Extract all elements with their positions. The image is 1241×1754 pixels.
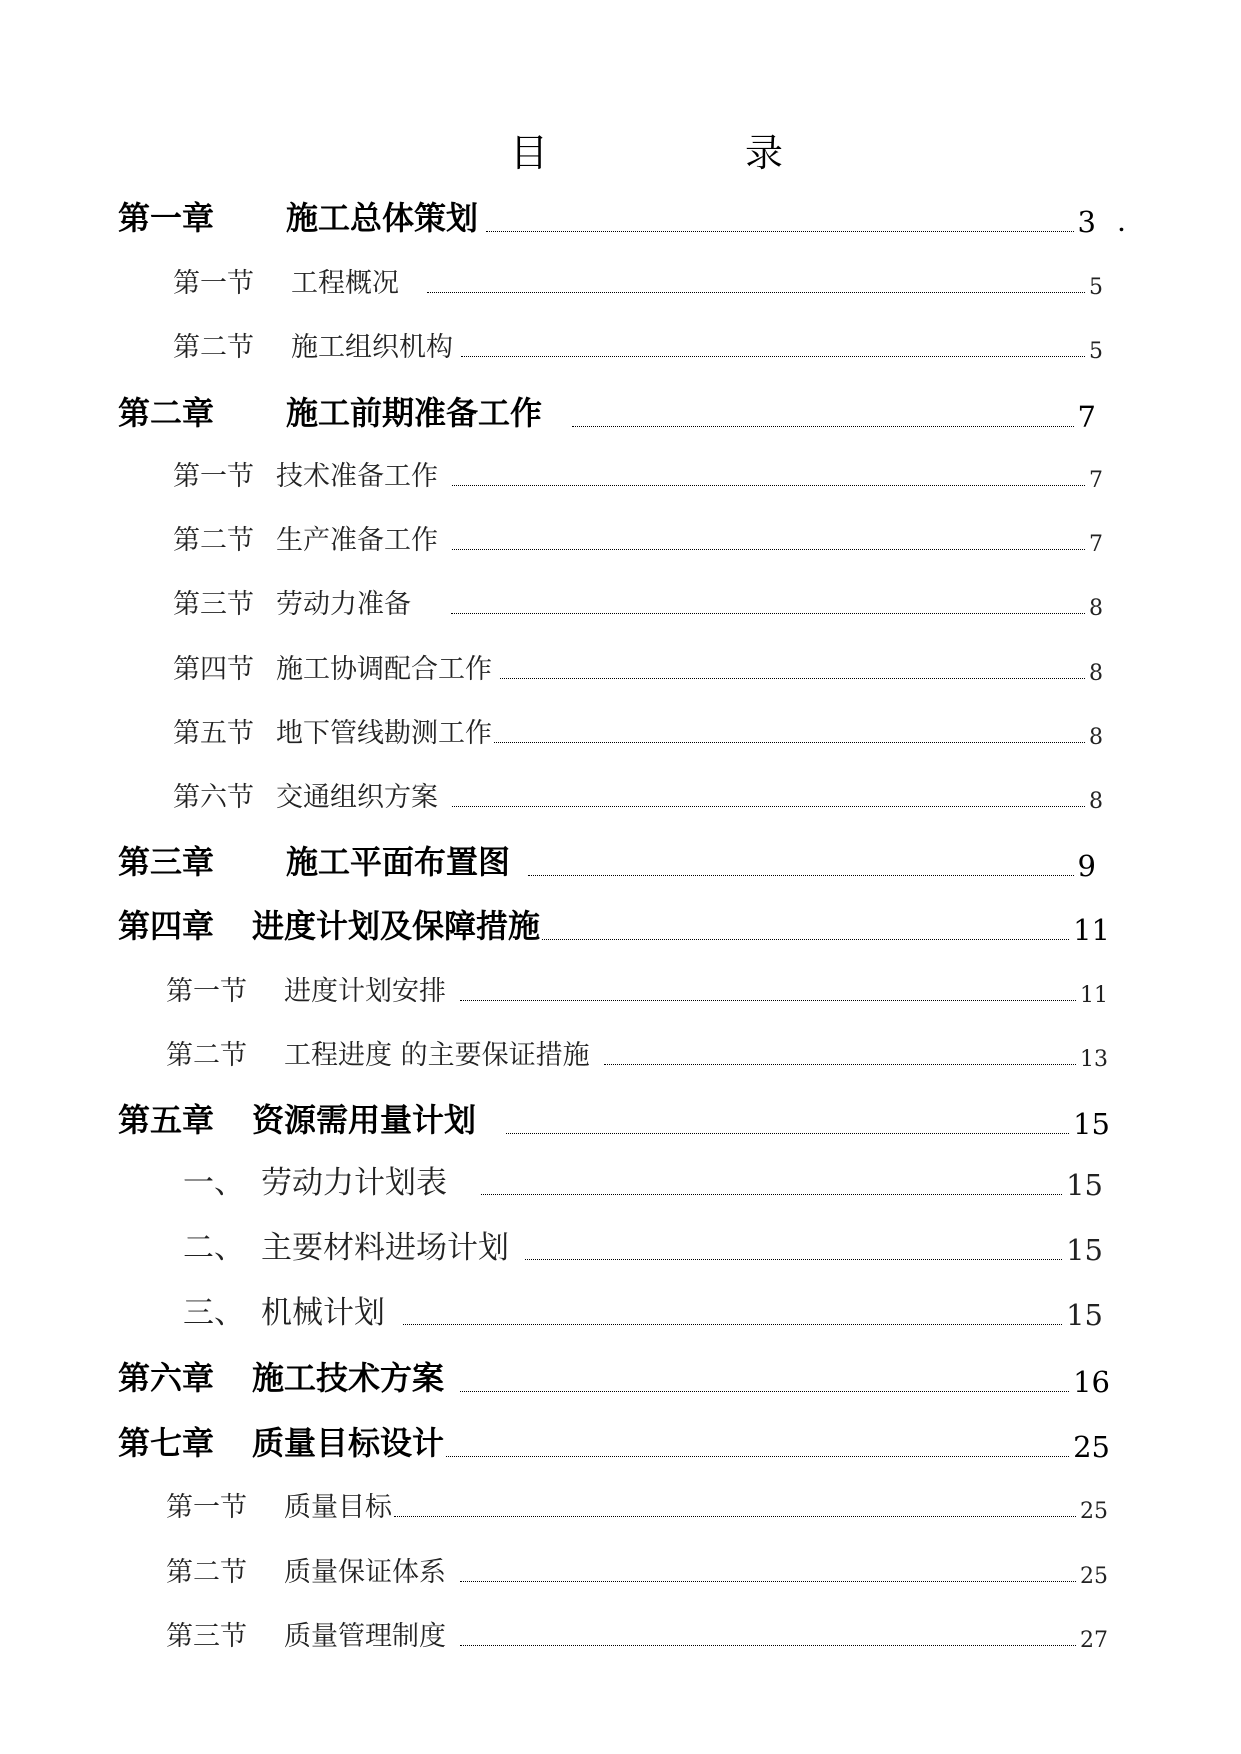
- entry-number: 二、: [183, 1230, 245, 1266]
- entry-page: 3: [1077, 205, 1096, 239]
- entry-number: 第五章: [118, 1101, 215, 1139]
- toc-entry-section[interactable]: [173, 710, 1103, 750]
- entry-page: 5: [1089, 339, 1103, 364]
- entry-number: 第二节: [166, 1040, 247, 1071]
- dot-leader: [461, 355, 1085, 357]
- stray-mark: .: [1118, 212, 1125, 236]
- toc-entry-item[interactable]: [183, 1160, 1103, 1202]
- entry-number: 第六章: [118, 1359, 215, 1397]
- dot-leader: [460, 1580, 1076, 1582]
- entry-page: 8: [1089, 661, 1103, 686]
- entry-page: 13: [1080, 1047, 1108, 1072]
- entry-number: 第三节: [166, 1621, 247, 1652]
- toc-entry-chapter-3[interactable]: [118, 839, 1096, 883]
- entry-title: 质量目标设计: [252, 1424, 445, 1462]
- entry-title: 进度计划安排: [284, 976, 446, 1007]
- toc-entry-chapter-2[interactable]: [118, 390, 1096, 434]
- entry-number: 第一节: [166, 976, 247, 1007]
- entry-number: 第一节: [173, 461, 254, 492]
- entry-title: 质量管理制度: [284, 1621, 446, 1652]
- entry-page: 16: [1073, 1365, 1110, 1399]
- entry-title: 工程进度 的主要保证措施: [284, 1040, 590, 1071]
- entry-page: 15: [1066, 1233, 1103, 1267]
- entry-number: 一、: [183, 1165, 245, 1201]
- entry-title: 主要材料进场计划: [261, 1230, 509, 1266]
- entry-title: 生产准备工作: [276, 525, 438, 556]
- dot-leader: [604, 1063, 1076, 1065]
- entry-number: 第一章: [118, 199, 215, 237]
- toc-entry-section[interactable]: [173, 774, 1103, 814]
- entry-title: 质量保证体系: [284, 1557, 446, 1588]
- entry-page: 15: [1066, 1298, 1103, 1332]
- dot-leader: [452, 484, 1085, 486]
- entry-page: 7: [1077, 400, 1096, 434]
- toc-entry-item[interactable]: [183, 1290, 1103, 1332]
- toc-entry-section[interactable]: [166, 1613, 1108, 1653]
- entry-page: 7: [1089, 532, 1103, 557]
- entry-title: 进度计划及保障措施: [252, 907, 541, 945]
- toc-entry-chapter-1[interactable]: [118, 195, 1096, 239]
- entry-page: 25: [1073, 1430, 1110, 1464]
- dot-leader: [494, 741, 1085, 743]
- entry-number: 第七章: [118, 1424, 215, 1462]
- entry-title: 施工前期准备工作: [286, 394, 543, 432]
- entry-number: 第二章: [118, 394, 215, 432]
- entry-number: 第三章: [118, 843, 215, 881]
- entry-page: 15: [1073, 1107, 1110, 1141]
- entry-page: 11: [1073, 913, 1110, 947]
- dot-leader: [506, 1132, 1069, 1134]
- toc-entry-section[interactable]: [166, 1549, 1108, 1589]
- toc-entry-section[interactable]: [166, 1484, 1108, 1524]
- dot-leader: [500, 677, 1085, 679]
- toc-entry-chapter-4[interactable]: [118, 903, 1110, 947]
- entry-number: 第四节: [173, 654, 254, 685]
- entry-title: 施工协调配合工作: [276, 654, 492, 685]
- dot-leader: [486, 230, 1074, 232]
- toc-title-right: 录: [745, 131, 784, 175]
- entry-title: 质量目标: [284, 1492, 392, 1523]
- toc-entry-item[interactable]: [183, 1225, 1103, 1267]
- toc-entry-section[interactable]: [173, 646, 1103, 686]
- toc-entry-section[interactable]: [173, 581, 1103, 621]
- dot-leader: [572, 425, 1074, 427]
- toc-entry-chapter-6[interactable]: [118, 1355, 1110, 1399]
- dot-leader: [394, 1515, 1076, 1517]
- entry-number: 三、: [183, 1295, 245, 1331]
- dot-leader: [446, 1455, 1069, 1457]
- entry-page: 7: [1089, 468, 1103, 493]
- toc-title-left: 目: [510, 131, 549, 175]
- entry-page: 15: [1066, 1168, 1103, 1202]
- entry-title: 交通组织方案: [276, 782, 438, 813]
- dot-leader: [403, 1323, 1062, 1325]
- entry-page: 11: [1080, 983, 1108, 1008]
- toc-entry-chapter-7[interactable]: [118, 1420, 1110, 1464]
- toc-title: [0, 126, 1241, 186]
- dot-leader: [525, 1258, 1062, 1260]
- dot-leader: [452, 548, 1085, 550]
- entry-number: 第六节: [173, 782, 254, 813]
- entry-title: 施工总体策划: [286, 199, 479, 237]
- entry-number: 第三节: [173, 589, 254, 620]
- entry-title: 施工平面布置图: [286, 843, 511, 881]
- dot-leader: [460, 999, 1076, 1001]
- dot-leader: [460, 1390, 1069, 1392]
- entry-number: 第一节: [166, 1492, 247, 1523]
- entry-title: 机械计划: [261, 1295, 385, 1331]
- entry-title: 地下管线勘测工作: [276, 718, 492, 749]
- entry-number: 第二节: [173, 332, 254, 363]
- entry-page: 8: [1089, 789, 1103, 814]
- dot-leader: [460, 1644, 1076, 1646]
- dot-leader: [452, 805, 1085, 807]
- entry-number: 第二节: [166, 1557, 247, 1588]
- entry-title: 施工组织机构: [291, 332, 453, 363]
- toc-entry-section[interactable]: [173, 260, 1103, 300]
- entry-page: 5: [1089, 275, 1103, 300]
- entry-page: 8: [1089, 725, 1103, 750]
- entry-title: 施工技术方案: [252, 1359, 445, 1397]
- dot-leader: [542, 938, 1069, 940]
- dot-leader: [528, 874, 1074, 876]
- dot-leader: [481, 1193, 1062, 1195]
- entry-page: 25: [1080, 1564, 1108, 1589]
- dot-leader: [427, 291, 1085, 293]
- entry-title: 资源需用量计划: [252, 1101, 477, 1139]
- toc-entry-section[interactable]: [173, 453, 1103, 493]
- entry-number: 第四章: [118, 907, 215, 945]
- entry-page: 25: [1080, 1499, 1108, 1524]
- entry-number: 第一节: [173, 268, 254, 299]
- toc-entry-section[interactable]: [173, 324, 1103, 364]
- entry-number: 第五节: [173, 718, 254, 749]
- toc-entry-section[interactable]: [166, 968, 1108, 1008]
- entry-title: 劳动力计划表: [261, 1165, 447, 1201]
- toc-entry-section[interactable]: [166, 1032, 1108, 1072]
- entry-number: 第二节: [173, 525, 254, 556]
- toc-entry-chapter-5[interactable]: [118, 1097, 1110, 1141]
- entry-page: 9: [1077, 849, 1096, 883]
- toc-entry-section[interactable]: [173, 517, 1103, 557]
- entry-title: 劳动力准备: [276, 589, 411, 620]
- entry-page: 8: [1089, 596, 1103, 621]
- entry-title: 技术准备工作: [276, 461, 438, 492]
- dot-leader: [451, 612, 1085, 614]
- entry-title: 工程概况: [291, 268, 399, 299]
- entry-page: 27: [1080, 1628, 1108, 1653]
